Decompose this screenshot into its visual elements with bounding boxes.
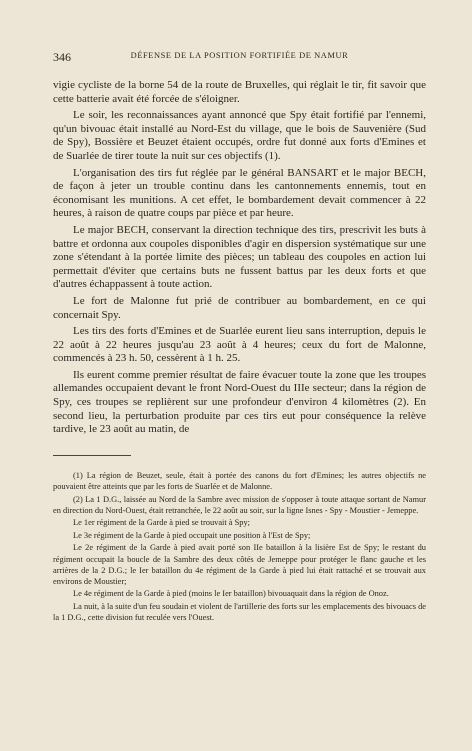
footnote: Le 2e régiment de la Garde à pied avait porté son IIe bataillon à la lisière Est de Spy; le restant du régiment occupait la boucle de la Sambre des deux côtés de Jemeppe pour protéger le flanc gauche et les arrières de la 2 D.G.; le Ier bataillon du 4e régiment de la Garde à pied lui était rattaché et se trouvait aux environs de Moustier; bbox=[53, 543, 426, 586]
footnote: Le 1er régiment de la Garde à pied se trouvait à Spy; bbox=[73, 518, 250, 528]
paragraph: Le fort de Malonne fut prié de contribuer au bombardement, en ce qui concernait Spy. bbox=[53, 294, 426, 321]
footnote: Le 3e régiment de la Garde à pied occupait une position à l'Est de Spy; bbox=[73, 530, 311, 540]
paragraph: Le soir, les reconnaissances ayant annoncé que Spy était fortifié par l'ennemi, qu'un bivouac était installé au Nord-Est du village, que le bois de Sauvenière (Sud de Spy), Bossière et Beuzet étaient occupés, ordre fut donné aux forts d'Emines et de Suarlée de tirer toute la nuit sur ces objectifs (1). bbox=[53, 109, 426, 162]
paragraph: Le major BECH, conservant la direction technique des tirs, prescrivit les buts à battre et ordonna aux coupoles disponibles d'agir en dispersion systématique sur une zone s'étendant à la portée limite des pièces; un tableau des coupoles en action lui permettait d'éviter que certains buts ne fussent battus par les deux forts et que d'autres échappassent à toute action. bbox=[53, 223, 426, 291]
paragraph: vigie cycliste de la borne 54 de la route de Bruxelles, qui réglait le tir, fit savoir que cette batterie avait été forcée de s'éloigner. bbox=[53, 79, 426, 105]
page-body bbox=[53, 79, 426, 623]
paragraph: Les tirs des forts d'Emines et de Suarlée eurent lieu sans interruption, depuis le 22 août à 22 heures jusqu'au 23 août à 4 heures; ceux du fort de Malonne, commencés à 23 h. 50, cessèrent à 1 h. 25. bbox=[53, 325, 426, 365]
footnote: La nuit, à la suite d'un feu soudain et violent de l'artillerie des forts sur les emplacements des bivouacs de la 1 D.G., cette division fut reculée vers l'Ouest. bbox=[53, 601, 426, 622]
footnote: Le 4e régiment de la Garde à pied (moins le Ier bataillon) bivouaquait dans la région de Onoz. bbox=[73, 589, 389, 599]
footnotes bbox=[53, 470, 426, 623]
paragraph: L'organisation des tirs fut réglée par le général BANSART et le major BECH, de façon à jeter un trouble continu dans les cantonnements ennemis, tout en économisant les munitions. A cet effet, le bombardement devait commencer à 22 heures, à raison de quatre coups par pièce et par heure. bbox=[53, 166, 426, 220]
running-header bbox=[53, 50, 426, 64]
main-text bbox=[53, 79, 426, 437]
paragraph: Ils eurent comme premier résultat de faire évacuer toute la zone que les troupes allemandes occupaient devant le front Nord-Ouest du IIIe secteur; dans la région de Spy, ces troupes se replièrent sur une profondeur d'environ 4 kilomètres (2). En second lieu, la perturbation produite par ces tirs eut pour conséquence la relève tardive, le 23 août au matin, de bbox=[53, 368, 426, 436]
footnote: (2) La 1 D.G., laissée au Nord de la Sambre avec mission de s'opposer à toute attaque sortant de Namur en direction du Nord-Ouest, était retranchée, le 22 août au soir, sur la ligne Isnes - Spy - Moustier - Jemeppe. bbox=[53, 494, 426, 515]
running-title: DÉFENSE DE LA POSITION FORTIFIÉE DE NAMUR bbox=[130, 51, 349, 60]
page-number: 346 bbox=[53, 50, 71, 64]
footnote-separator bbox=[53, 455, 131, 456]
footnote: (1) La région de Beuzet, seule, était à portée des canons du fort d'Emines; les autres objectifs ne pouvaient être atteints que par les forts de Suarlée et de Malonne. bbox=[53, 470, 426, 491]
